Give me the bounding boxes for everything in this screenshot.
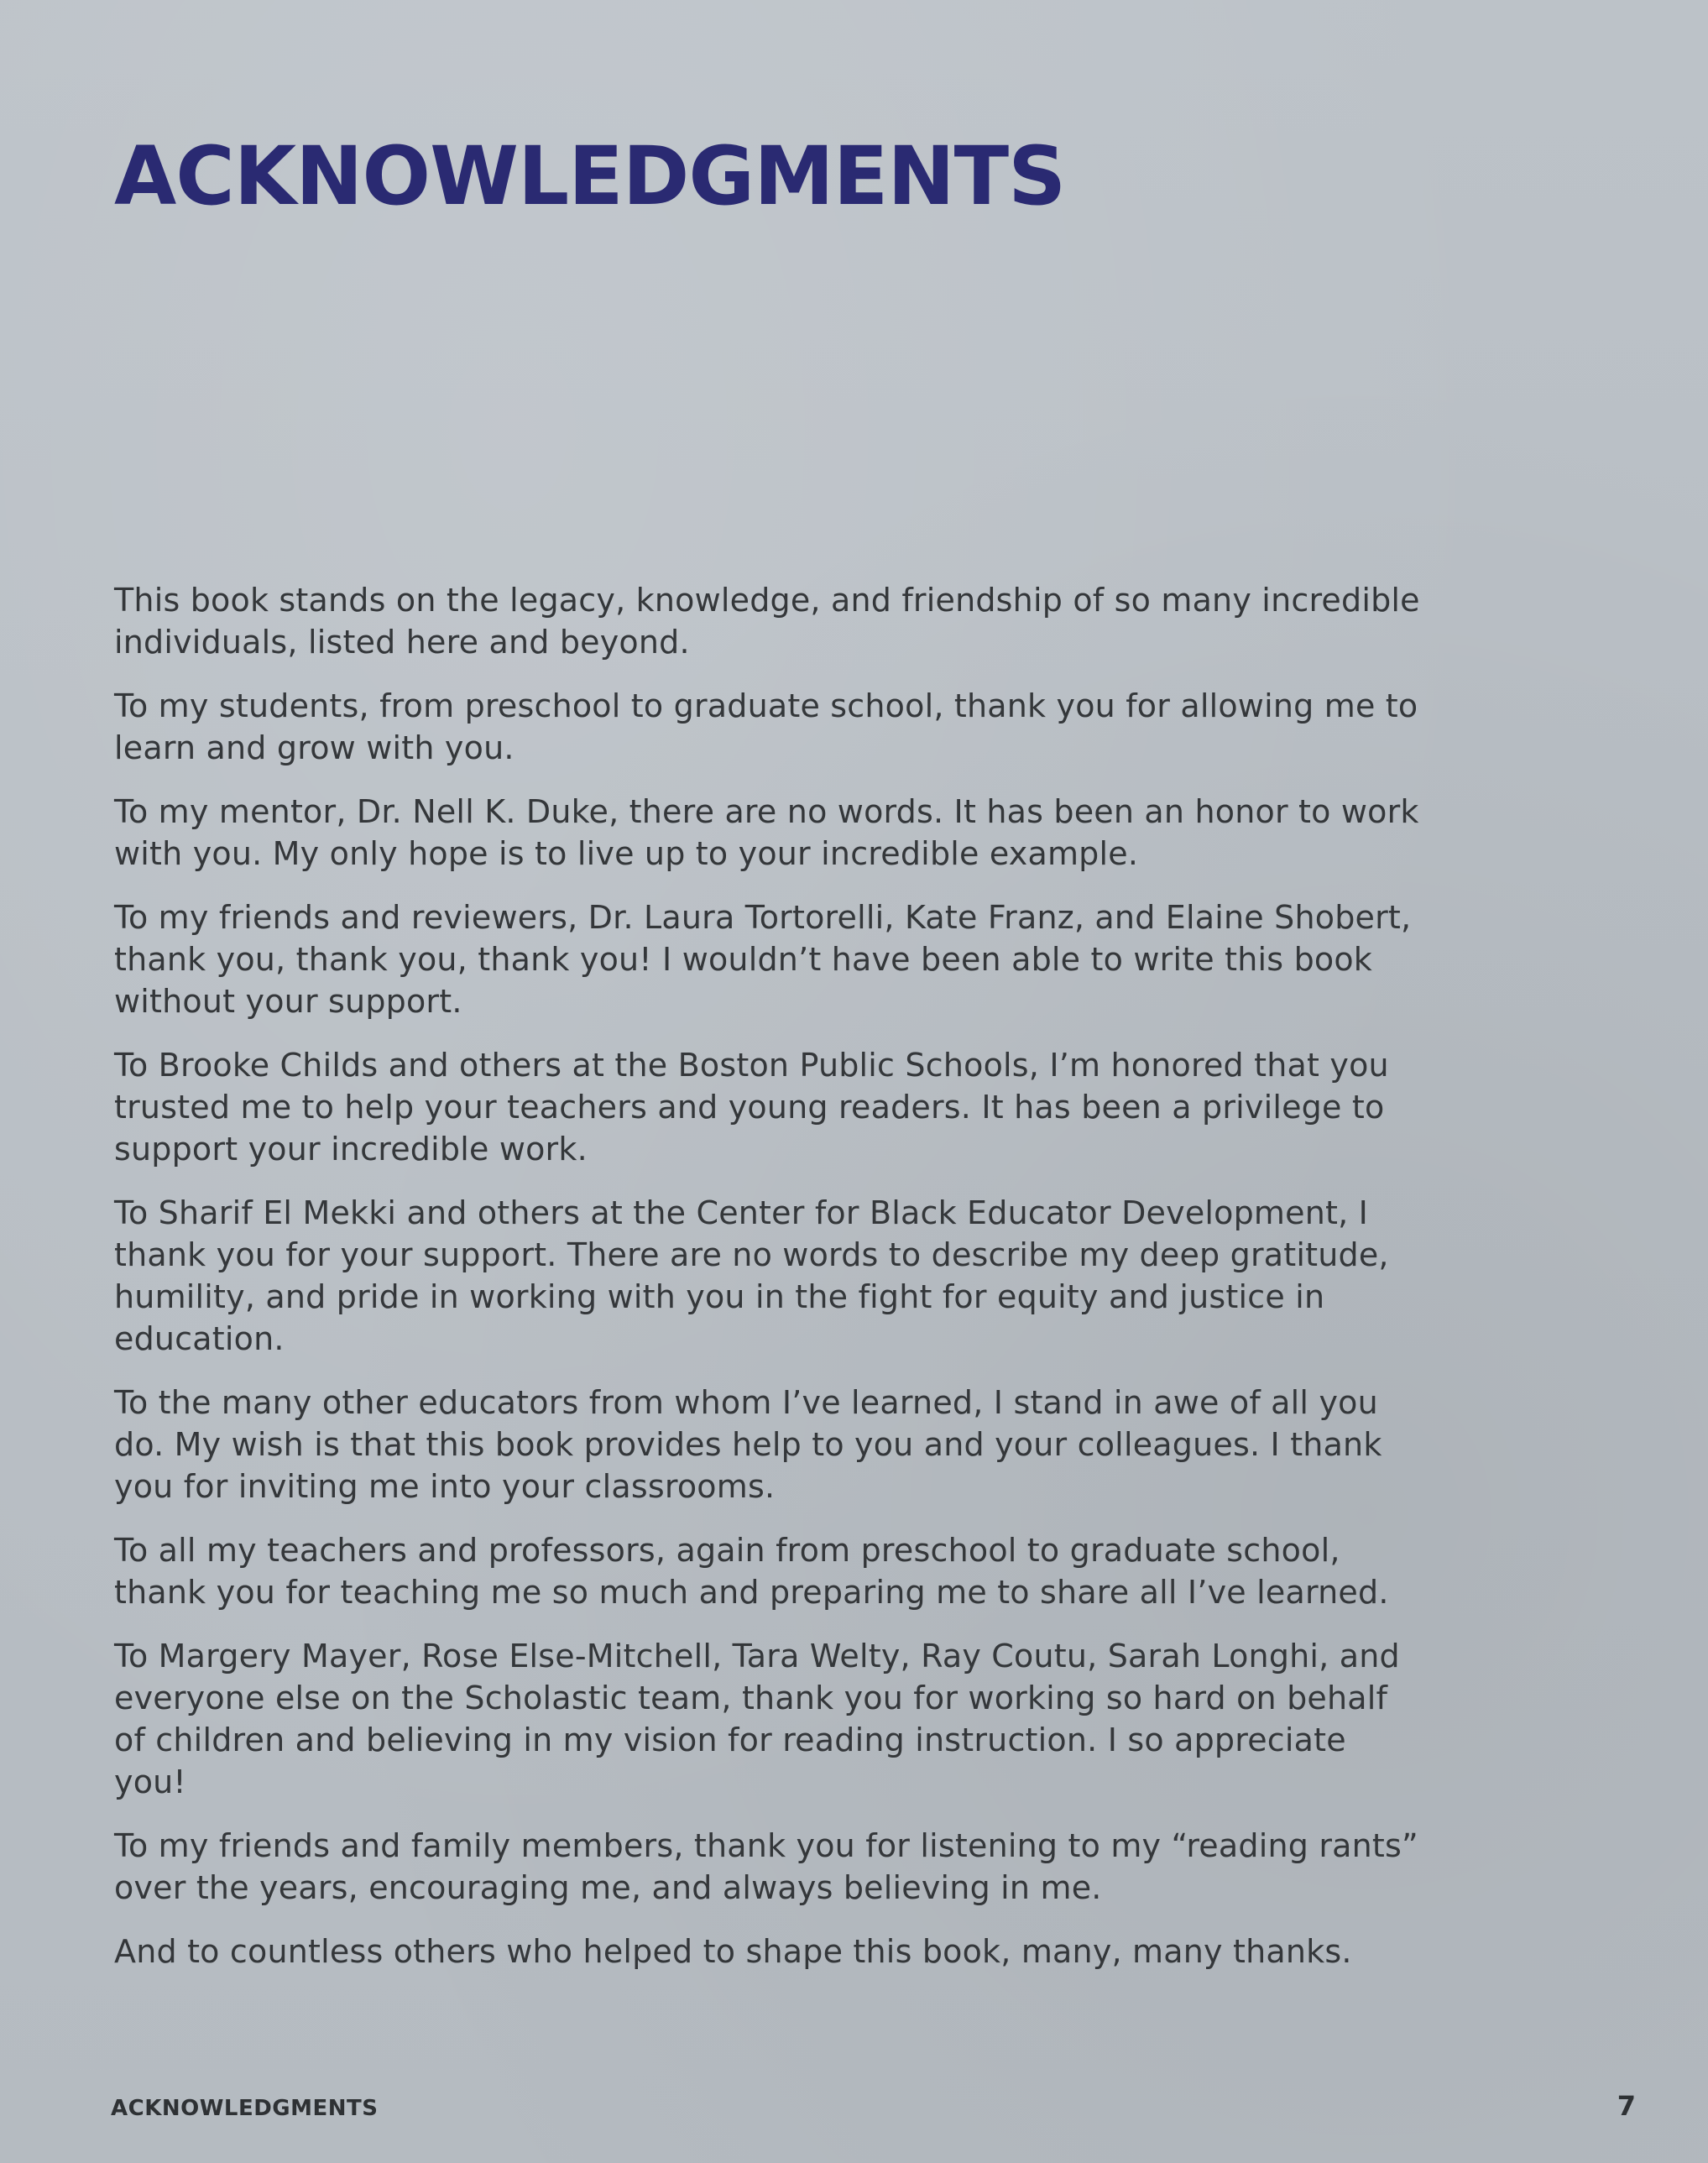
paragraph: To Margery Mayer, Rose Else-Mitchell, Tara Welty, Ray Coutu, Sarah Longhi, and everyone else on the Scholastic team, thank you for working so hard on behalf of children and believing in my vision for reading instruction. I so appreciate you!	[114, 1638, 1400, 1800]
page-number: 7	[1617, 2090, 1636, 2122]
paragraph: To my friends and family members, thank you for listening to my “reading rants” over the years, encouraging me, and always believing in me.	[114, 1827, 1418, 1906]
paragraph: To Sharif El Mekki and others at the Center for Black Educator Development, I thank you for your support. There are no words to describe my deep gratitude, humility, and pride in working with you in the fight for equity and justice in education.	[114, 1194, 1389, 1357]
paragraph: To my mentor, Dr. Nell K. Duke, there are no words. It has been an honor to work with you. My only hope is to live up to your incredible example.	[114, 793, 1419, 872]
paragraph: To all my teachers and professors, again from preschool to graduate school, thank you for teaching me so much and preparing me to share all I’ve learned.	[114, 1532, 1389, 1611]
running-head: ACKNOWLEDGMENTS	[111, 2096, 379, 2121]
page-title: ACKNOWLEDGMENTS	[114, 129, 1066, 223]
paragraph: And to countless others who helped to shape this book, many, many thanks.	[114, 1933, 1352, 1970]
paragraph: To the many other educators from whom I’ve learned, I stand in awe of all you do. My wish is that this book provides help to you and your colleagues. I thank you for inviting me into your classrooms.	[114, 1384, 1382, 1505]
paragraph: To Brooke Childs and others at the Boston Public Schools, I’m honored that you trusted me to help your teachers and young readers. It has been a privilege to support your incredible work.	[114, 1047, 1389, 1168]
paragraph: This book stands on the legacy, knowledge, and friendship of so many incredible individuals, listed here and beyond.	[114, 582, 1420, 661]
acknowledgments-body	[114, 579, 1423, 1994]
paragraph: To my students, from preschool to graduate school, thank you for allowing me to learn and grow with you.	[114, 687, 1418, 766]
paragraph: To my friends and reviewers, Dr. Laura Tortorelli, Kate Franz, and Elaine Shobert, thank you, thank you, thank you! I wouldn’t have been able to write this book without your support.	[114, 899, 1412, 1020]
